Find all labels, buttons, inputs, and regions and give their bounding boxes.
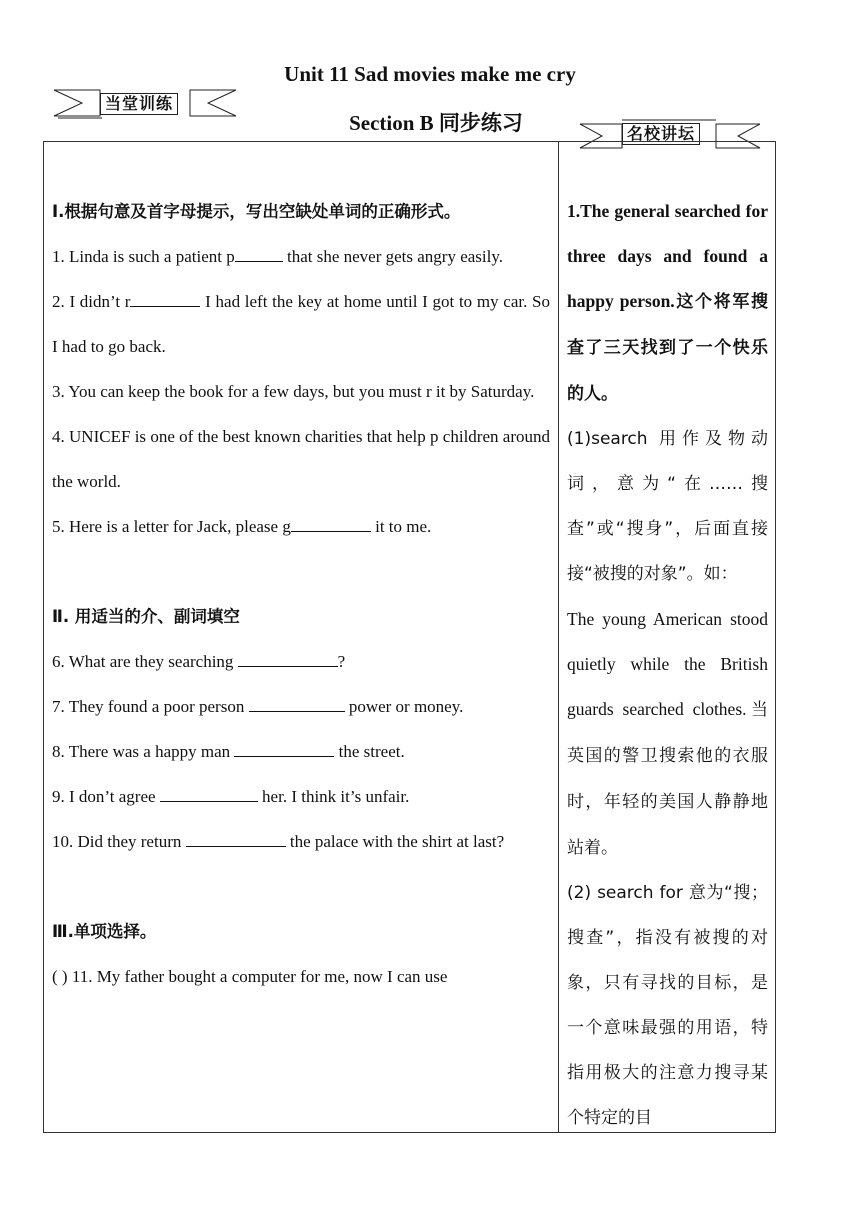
question-10-text: 10. Did they return (52, 832, 186, 851)
question-4 (52, 414, 550, 504)
banner-lecture-label: 名校讲坛 (622, 123, 700, 145)
note-example-1-cn: 这个将军搜查了三天找到了一个快乐的人。 (567, 292, 769, 404)
column-divider (558, 141, 559, 1133)
question-4-text: 4. UNICEF is one of the best known charities that help p children around the world. (52, 427, 550, 491)
section1-heading: I.根据句意及首字母提示，写出空缺处单词的正确形式。 (52, 202, 461, 221)
answer-blank-7[interactable] (249, 693, 345, 712)
question-2 (52, 279, 550, 369)
question-7-rest: power or money. (344, 697, 464, 716)
question-11 (52, 954, 550, 999)
note-example-2-en: The young American stood quietly while the British guards searched clothes. (567, 609, 768, 719)
question-7-text: 7. They found a poor person (52, 697, 249, 716)
note-usage-2: (2) search for 意为“搜；搜查”，指没有被搜的对象，只有寻找的目标，是一个意味最强的用语，特指用极大的注意力搜寻某个特定的目 (567, 883, 768, 1128)
question-10 (52, 819, 550, 864)
question-3 (52, 369, 550, 414)
page-title: Unit 11 Sad movies make me cry (284, 62, 576, 86)
answer-blank-8[interactable] (234, 738, 334, 757)
note-example-2-cn: 当英国的警卫搜索他的衣服时，年轻的美国人静静地站着。 (567, 700, 768, 858)
exercise-column (52, 189, 550, 999)
answer-blank-1[interactable] (235, 243, 283, 262)
question-6-rest: ? (337, 652, 346, 671)
banner-practice-label: 当堂训练 (100, 93, 178, 115)
question-9-rest: her. I think it’s unfair. (257, 787, 410, 806)
answer-blank-5[interactable] (291, 513, 371, 532)
question-5-text: 5. Here is a letter for Jack, please g (52, 517, 291, 536)
question-2-rest: I had left the key at home until I got to my car. So I had to go back. (52, 292, 551, 356)
question-1 (52, 234, 550, 279)
question-3-text: 3. You can keep the book for a few days, but you must r it by Saturday. (52, 382, 535, 401)
section2-heading: Ⅱ. 用适当的介、副词填空 (52, 607, 240, 626)
banner-practice (52, 88, 238, 122)
question-6-text: 6. What are they searching (52, 652, 238, 671)
question-10-rest: the palace with the shirt at last? (285, 832, 505, 851)
question-11-text: ( ) 11. My father bought a computer for me, now I can use (52, 967, 448, 986)
note-example-1 (567, 189, 768, 417)
question-8-text: 8. There was a happy man (52, 742, 235, 761)
question-2-text: 2. I didn’t r (52, 292, 131, 311)
note-example-1-en: 1.The general searched for three days and found a happy person. (567, 201, 768, 311)
question-9 (52, 774, 550, 819)
question-9-text: 9. I don’t agree (52, 787, 160, 806)
section3-heading: Ⅲ.单项选择。 (52, 922, 157, 941)
question-1-rest: that she never gets angry easily. (282, 247, 504, 266)
question-5 (52, 504, 550, 549)
note-usage-1: (1)search 用作及物动词，意为“在……搜查”或“搜身”，后面直接接“被搜的对象”。如： (567, 429, 768, 584)
answer-blank-6[interactable] (238, 648, 338, 667)
notes-column (567, 189, 768, 1141)
page-subtitle: Section B 同步练习 (349, 111, 523, 135)
answer-blank-9[interactable] (160, 783, 258, 802)
question-7 (52, 684, 550, 729)
answer-blank-10[interactable] (186, 828, 286, 847)
question-6 (52, 639, 550, 684)
answer-blank-2[interactable] (130, 288, 200, 307)
question-8-rest: the street. (334, 742, 405, 761)
question-5-rest: it to me. (370, 517, 432, 536)
note-example-2 (567, 597, 768, 871)
question-8 (52, 729, 550, 774)
question-1-text: 1. Linda is such a patient p (52, 247, 235, 266)
